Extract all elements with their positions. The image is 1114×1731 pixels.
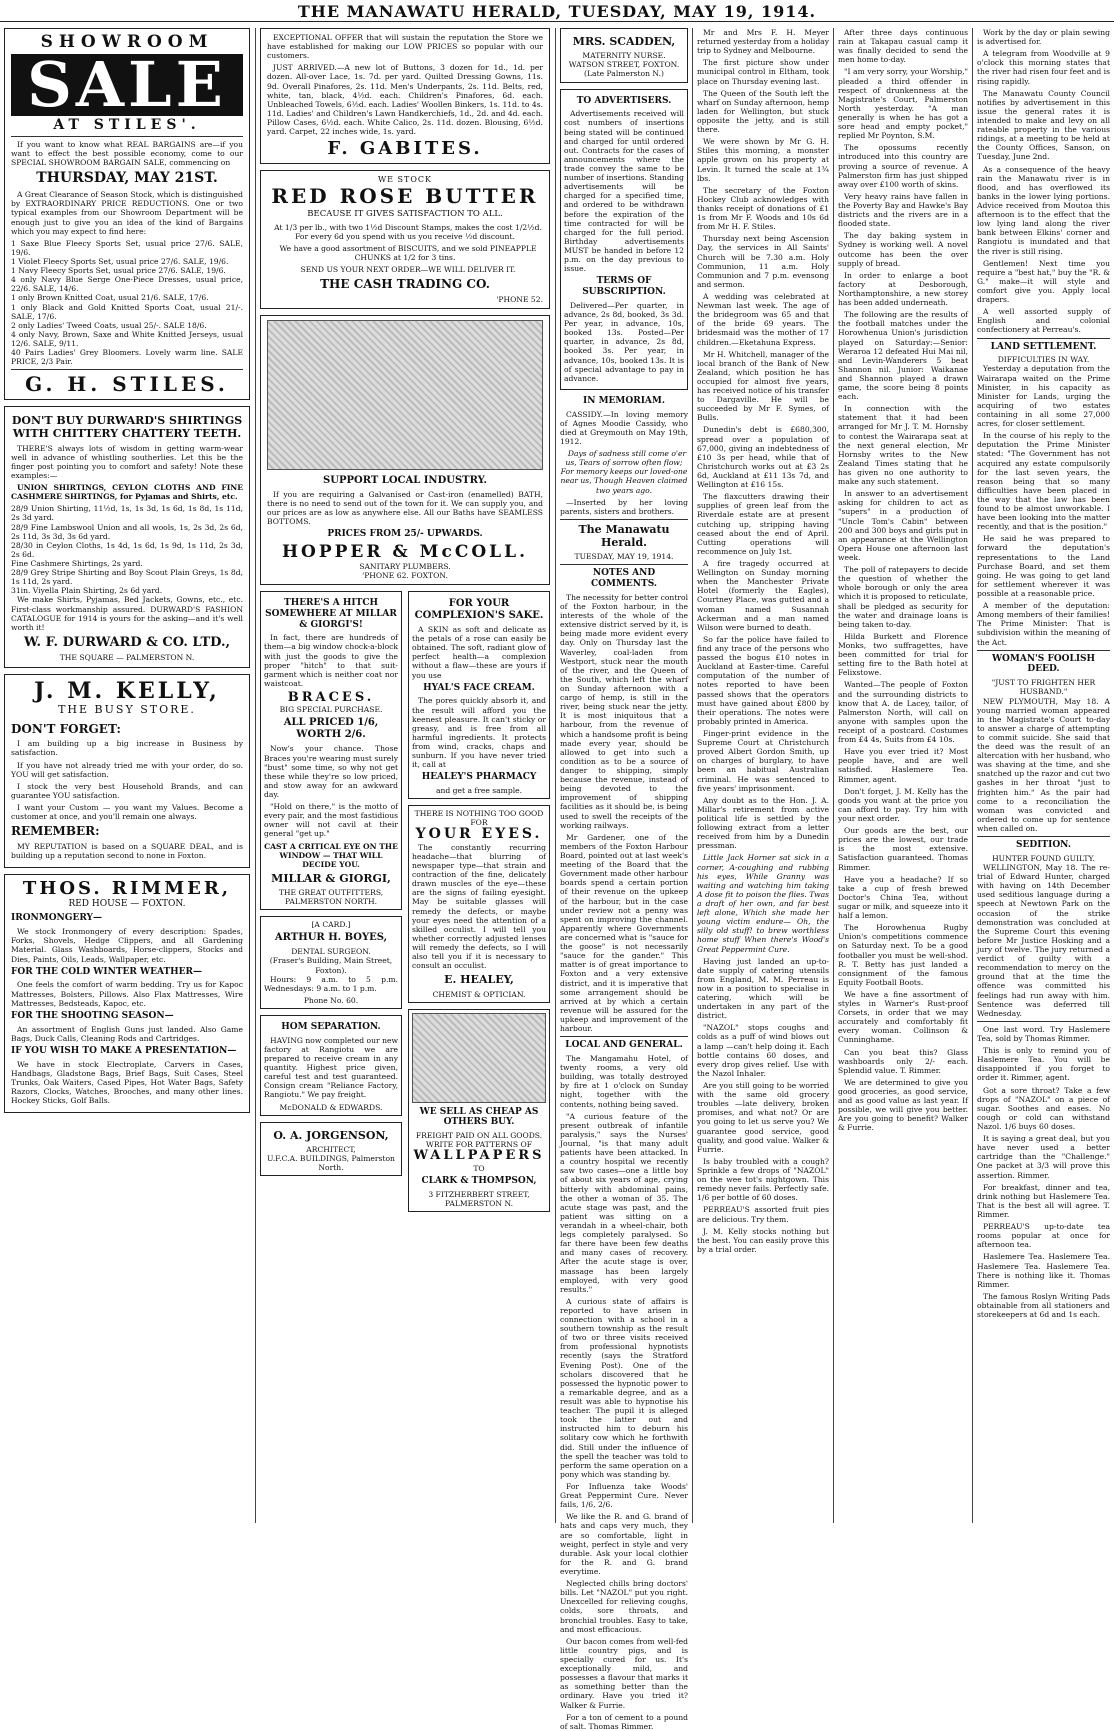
hopper-advert	[260, 315, 550, 585]
your-eyes-heading: YOUR EYES.	[415, 826, 543, 843]
millar-name: MILLAR & GIORGI,	[271, 871, 391, 885]
showroom-heading: SHOWROOM	[40, 32, 214, 52]
womans-subheading: "JUST TO FRIGHTEN HER HUSBAND."	[991, 678, 1096, 697]
cash-trading-advert	[260, 170, 550, 309]
healeys-pharmacy: HEALEY'S PHARMACY	[421, 772, 537, 783]
article-paragraph: Mr H. Whitchell, manager of the local branch of the Bank of New Zealand, which position he has occupied for almost five years, has received notice of his transfer to Dargaville. He will be succeeded by Mr F. Symes, of Bulls.	[697, 349, 829, 423]
article-paragraph: Have you a headache? If so take a cup of fresh brewed Doctor's China Tea, without sugar or milk, and squeeze into it half a lemon.	[838, 874, 968, 921]
article-paragraph: Our bacon comes from well-fed little country pigs, and is specially cured for us. It's exceptionally mild, and possesses a flavour that marks it as something better than the ordinary. Have you tried it? Walker & Furrie.	[560, 1636, 688, 1710]
watson-street: WATSON STREET, FOXTON.	[568, 60, 680, 70]
cartoon-illustration	[412, 1013, 546, 1103]
list-item: 1 Navy Fleecy Sports Set, usual price 27/6. SALE, 19/6.	[11, 266, 226, 276]
column-rule	[692, 28, 693, 1523]
article-paragraph: "I am very sorry, your Worship," pleaded a third offender in respect of drunkenness at the Magistrate's Court, Palmerston North yesterday. "A man generally is when he has got a sore head and empty pocket," replied Mr Poynton, S.M.	[838, 67, 968, 141]
article-paragraph: We have a fine assortment of styles in Warner's Rust-proof Corsets, in order that we may accurately and comfortably fit every woman. Collinson & Cunninghame.	[838, 989, 968, 1045]
jorgenson-advert	[260, 1122, 402, 1177]
at-stiles-heading: AT STILES'.	[53, 116, 201, 133]
memoriam-verse: Days of sadness still come o'er us, Tears of sorrow often flow; For memory keeps our loved-one near us, Though Heaven claimed two years ago.	[560, 449, 688, 495]
rimmer-section-heading: IRONMONGERY—	[11, 913, 102, 924]
gabites-advert	[260, 28, 550, 164]
article-paragraph: Having just landed an up-to-date supply of catering utensils from England, M. M. Perreau is now in a position to specialise in catering, which will be undertaken in any part of the district.	[697, 956, 829, 1021]
article-paragraph: As a consequence of the heavy rain the Manawatu river is in flood, and has overflowed its banks in the lower lying portions. Advice received from Moutoa this afternoon is to the effect that the low lying land along the river bank between Elkins' corner and Rangiotu is inundated and that the river is still rising.	[977, 164, 1110, 256]
list-item: 4 only Navy, Brown, Saxe and White Knitted Jerseys, usual 12/6. SALE, 9/11.	[11, 329, 243, 348]
article-paragraph: Our goods are the best, our prices are the lowest, our trade is the most extensive. Satisfaction guaranteed. Thomas Rimmer.	[838, 826, 968, 872]
article-paragraph: Gentlemen! Next time you require a "best hat," buy the "R. & G." make—it will style and comfort give you. Apply local drapers.	[977, 258, 1110, 305]
durward-footer: We make Shirts, Pyjamas, Bed Jackets, Gowns, etc., etc. First-class workmanship assured. DURWARD'S FASHION CATALOGUE for 1914 is yours for the asking—and it's well worth it!	[11, 595, 243, 632]
clark-name: CLARK & THOMPSON,	[421, 1175, 537, 1186]
article-paragraph: Finger-print evidence in the Supreme Court at Christchurch proved Albert Gordon Smith, up on charges of burglary, to have been an habitual Australian criminal. He was sentenced to five years' imprisonment.	[697, 728, 829, 793]
divider	[977, 338, 1110, 339]
hopper-name: HOPPER & McCOLL.	[281, 542, 529, 563]
butter-price: At 1/3 per lb., with two 1½d Discount Stamps, makes the cost 1/2½d. For every 6d you spend with us you receive ½d discount.	[274, 222, 542, 241]
sale-item-list	[11, 239, 243, 367]
column-rule	[972, 28, 973, 1523]
article-paragraph: Don't forget, J. M. Kelly has the goods you want at the price you can afford to pay. Try him with your next order.	[838, 786, 968, 823]
article-paragraph: The first picture show under municipal control in Eltham, took place on Thursday evening last.	[697, 58, 829, 86]
article-paragraph: For a ton of cement to a pound of salt. Thomas Rimmer.	[560, 1712, 688, 1731]
rimmer-section-text: We stock Ironmongery of every description: Spades, Forks, Shovels, Hedge Clippers, and all Gardening Material. Glass Washboards, Horse-clippers, Stocks and Dies, Paints, Oils, Leads, Wallpaper, etc.	[11, 927, 243, 964]
healey-eyes-advert	[408, 805, 550, 1002]
article-paragraph: It is saying a great deal, but you have never used a better cartridge than the "Challenge." One packet at 3/3 will prove this assertion. Rimmer.	[977, 1134, 1110, 1180]
rimmer-section-text: We have in stock Electroplate, Carvers in Cases, Handbags, Gladstone Bags, Brief Bags, Suit Cases, Steel Trunks, Oak Waiters, Cased Pipes, Hot Water Bags, Safety Razors, Clocks, Watches, Brooches, and many other lines. Hockey Sticks, Golf Balls.	[11, 1059, 243, 1105]
cash-trading-name: THE CASH TRADING CO.	[320, 277, 490, 292]
article-paragraph: Very heavy rains have fallen in the Poverty Bay and Hawke's Bay districts and the rivers are in a flooded state.	[838, 191, 968, 229]
memoriam-inserted: —Inserted by her loving parents, sisters and brothers.	[560, 497, 688, 516]
article-paragraph: This is only to remind you of Haslemere Tea. You will be disappointed if you forget to order it. Rimmer, agent.	[977, 1046, 1110, 1083]
millar-advert	[260, 591, 402, 910]
braces-heading: BRACES.	[287, 690, 375, 706]
send-order: SEND US YOUR NEXT ORDER—WE WILL DELIVER IT.	[300, 265, 516, 275]
write-for: WRITE FOR PATTERNS OF	[426, 1140, 532, 1150]
outfitters: THE GREAT OUTFITTERS,	[278, 888, 384, 898]
braces-text: Now's your chance. Those Braces you're wearing must surely "bust" some time, so why not get these while they're so low priced, and stow away for an awkward day.	[264, 744, 399, 799]
kelly-subheading: THE BUSY STORE.	[58, 702, 196, 716]
durward-address: THE SQUARE — PALMERSTON N.	[59, 653, 195, 663]
terms-heading: TERMS OF SUBSCRIPTION.	[582, 276, 666, 298]
hopper-phone: 'PHONE 62. FOXTON.	[362, 570, 448, 580]
article-paragraph: We like the R. and G. brand of hats and caps very much, they are so comfortable, light in weight, perfect in style and very durable. Ask your local clothier for the R. and G. brand everytime.	[560, 1512, 688, 1576]
phone-60: Phone No. 60.	[303, 995, 359, 1005]
article-paragraph: Thursday next being Ascension Day, the services in All Saints' Church will be 7.30 a.m. Holy Communion, 11 a.m. Holy Communion and 7 p.m. evensong and sermon.	[697, 234, 829, 289]
two-column-ads	[260, 591, 550, 1218]
divider	[11, 136, 243, 137]
land-subheading: DIFFICULTIES IN WAY.	[997, 355, 1090, 365]
support-heading: SUPPORT LOCAL INDUSTRY.	[323, 474, 487, 486]
article-paragraph: The day baking system in Sydney is working well. A novel outcome has been the over supply of bread.	[838, 231, 968, 268]
herald-title: The Manawatu Herald.	[578, 522, 670, 550]
mcdonald-name: McDONALD & EDWARDS.	[279, 1102, 383, 1112]
article-paragraph: Neglected chills bring doctors' bills. Let "NAZOL" put you right. Unexcelled for relieving coughs, colds, sore throats, and bronchial troubles. Easy to take, and most efficacious.	[560, 1579, 688, 1634]
remember-heading: REMEMBER:	[11, 824, 100, 839]
list-item: 1 Violet Fleecy Sports Set, usual price 27/6. SALE, 19/6.	[11, 256, 229, 266]
sell-cheap: WE SELL AS CHEAP AS OTHERS BUY.	[419, 1106, 539, 1128]
in-memoriam-heading: IN MEMORIAM.	[583, 395, 665, 406]
jorgenson-name: O. A. JORGENSON,	[273, 1128, 389, 1142]
article-paragraph: Any doubt as to the Hon. J. A. Millar's retirement from active political life is settled by the following extract from a letter received from him by a Dunedin pressman.	[697, 795, 829, 851]
durward-name: W. F. DURWARD & CO. LTD.,	[23, 634, 231, 650]
separation-advert	[260, 1015, 402, 1116]
article-paragraph: The following are the results of the football matches under the Horowhenua Union's jurisdiction played on Saturday:—Senior: Weraroa 12 defeated Hui Mai nil, and Levin-Wanderers 5 beat Shannon nil. Junior: Waikanae and Shannon played a drawn game, the score being 8 points each.	[838, 310, 968, 402]
masthead: THE MANAWATU HERALD, TUESDAY, MAY 19, 1914.	[0, 0, 1114, 22]
column-rule	[555, 28, 556, 1523]
article-paragraph: Work by the day or plain sewing is advertised for.	[977, 28, 1110, 47]
article-paragraph: A member of the deputation: Among members of their families! The Prime Minister: That is subdivision within the meaning of the Act.	[977, 601, 1110, 647]
clark-advert	[408, 1009, 550, 1212]
herald-date: TUESDAY, MAY 19, 1914.	[574, 552, 674, 562]
free-sample: and get a free sample.	[435, 786, 523, 796]
divider	[560, 519, 688, 520]
jorgenson-address: U.F.C.A. BUILDINGS, Palmerston North.	[267, 1153, 395, 1173]
hyal-cream: HYAL'S FACE CREAM.	[423, 682, 535, 693]
terms-text: Delivered—Per quarter, in advance, 2s 8d, booked, 3s 3d. Per year, in advance, 10s, booked 13s. Posted—Per quarter, in advance, 2s 8d, booked 3s. Per year, in advance, 10s, booked 13s. It is of special advantage to pay in advance.	[564, 300, 684, 383]
article-paragraph: The Mangamahu Hotel, of twenty rooms, a very old building, was totally destroyed by fire at 1 o'clock on Sunday night, together with the contents, nothing being saved.	[560, 1053, 688, 1109]
complexion-heading: FOR YOUR COMPLEXION'S SAKE.	[414, 597, 544, 621]
remember-text: MY REPUTATION is based on a SQUARE DEAL, and is building up a reputation second to none in Foxton.	[11, 841, 243, 860]
hitch-text: In fact, there are hundreds of them—a big window chock-a-block with just the goods to give the proper "hitch" to that suit-garment which is neither coat nor waistcoat.	[264, 633, 398, 688]
rimmer-section-text: An assortment of English Guns just landed. Also Game Bags, Duck Calls, Cleaning Rods and Cartridges.	[11, 1024, 243, 1043]
article-paragraph: In order to enlarge a boot factory at Desborough, Northamptonshire, a new storey has been added underneath.	[838, 270, 968, 308]
healey-name: E. HEALEY,	[444, 973, 514, 987]
we-stock: WE STOCK	[377, 175, 433, 184]
list-item: 31in. Viyella Plain Shirting, 2s 6d yard.	[11, 586, 163, 596]
list-item: 2 only Ladies' Tweed Coats, usual 25/-. SALE 18/6.	[11, 320, 207, 330]
article-paragraph: Little Jack Horner sat sick in a corner, A-coughing and rubbing his eyes, While Granny was waiting and watching him taking A dose fit to poison the flies. Twas a draft of her own, and far best left alone, Which she made her young victim endure— Oh, the silly old stuff! to brew worthless home stuff When there's Wood's Great Peppermint Cure.	[697, 853, 829, 954]
kelly-line: I am building up a big increase in Business by satisfaction.	[11, 739, 243, 758]
article-paragraph: Can you beat this? Glass washboards only 2/- each. Splendid value. T. Rimmer.	[838, 1047, 968, 1075]
article-paragraph: In answer to an advertisement asking for children to act as "supers" in a production of "Uncle Tom's Cabin" between 200 and 300 boys and girls put in an appearance at the Wellington Opera House one afternoon last week.	[838, 489, 968, 563]
column-4	[697, 28, 829, 1523]
boyes-address: (Fraser's Building, Main Street, Foxton).	[269, 956, 393, 975]
prices-from: PRICES FROM 25/- UPWARDS.	[327, 529, 483, 540]
sale-banner: SALE	[11, 54, 243, 116]
article-paragraph: Yesterday a deputation from the Wairarapa waited on the Prime Minister, in his capacity as Minister for Lands, urging the acquiring of two estates containing in all some 27,000 acres, for closer settlement.	[977, 364, 1110, 429]
maternity-nurse: MATERNITY NURSE.	[582, 51, 666, 61]
durward-body: THERE'S always lots of wisdom in getting warm-wear well in advance of whistling southerlies. Let this be the finger post pointing you to comfort and safety! Note these examples:—	[11, 443, 243, 480]
scadden-advert	[560, 28, 688, 83]
sedition-subheading: HUNTER FOUND GUILTY.	[992, 853, 1095, 863]
biscuits-text: We have a good assortment of BISCUITS, and we sold PINEAPPLE CHUNKS at 1/2 for 3 tins.	[279, 244, 537, 263]
sanitary-plumbers: SANITARY PLUMBERS.	[359, 561, 451, 571]
hitch-heading: THERE'S A HITCH SOMEWHERE AT MILLAR & GIORGI'S!	[265, 597, 397, 630]
divider	[977, 836, 1110, 837]
sedition-heading: SEDITION.	[1016, 840, 1071, 851]
article-paragraph: PERREAU'S up-to-date tea rooms popular at once for afternoon tea.	[977, 1222, 1110, 1250]
article-paragraph: In connection with the statement that it had been arranged for Mr J. T. M. Hornsby to contest the Wairarapa seat at the next general election, Mr Hornsby writes to the New Zealand Times stating that he has given no one authority to make any such statement.	[838, 404, 968, 487]
divider	[977, 650, 1110, 651]
article-paragraph: The Queen of the South left the wharf on Sunday afternoon, hemp laden for Wellington, but stuck opposite the jetty, and is still there.	[697, 88, 829, 135]
hyal-text: The pores quickly absorb it, and the result will afford you the keenest pleasure. It can't sticky or greasy, and is free from all harmful ingredients. It protects from wind, cracks, chaps and sunburn. If you have never tried it, call at	[412, 696, 546, 770]
left-subcolumn	[260, 591, 402, 1218]
divider	[977, 1021, 1110, 1022]
article-paragraph: After three days continuous rain at Takapau casual camp it was finally decided to send the men home to-day.	[838, 28, 968, 65]
durward-advert	[4, 406, 250, 667]
list-item: 4 only Navy Blue Serge One-Piece Dresses, usual price, 22/6. SALE, 14/6.	[11, 275, 243, 294]
rimmer-section-text: One feels the comfort of warm bedding. Try us for Kapoc Mattresses, Bolsters, Pillows. Also Flax Mattresses, Wire Mattresses, Bedsteads, Kapoc, etc.	[11, 980, 243, 1008]
article-paragraph: Dunedin's debt is £680,300, spread over a population of 67,000, giving an indebtedness of £10 3s per head, while that of Christchurch works out at £3 2s 6d, Auckland at £11 13s 7d, and Wellington at £16 15s.	[697, 425, 829, 490]
article-paragraph: WELLINGTON, May 18. The re-trial of Edward Hunter, charged with having on 14th December used seditious language during a speech at Newtown Park on the occasion of the strike demonstration was concluded at the Supreme Court this evening before Mr Justice Hosking and a jury of twelve. The jury returned a verdict of guilty with a recommendation to mercy on the ground that at the time the offence was committed his feelings had run away with him. Sentence was deferred till Wednesday.	[977, 863, 1110, 1018]
article-paragraph: In the course of his reply to the deputation the Prime Minister stated: "The Government has not acquired any estate compulsorily for the last seven years, the reason being that so many difficulties have been placed in the way that the law has been found to be almost unworkable. I have been looking into the matter recently, and that is the position."	[977, 431, 1110, 532]
kelly-line: I want your Custom — you want my Values. Become a customer at once, and you'll remain one always.	[11, 802, 243, 822]
kelly-line: I stock the very best Household Brands, and can guarantee YOU satisfaction.	[11, 781, 243, 800]
list-item: Fine Cashmere Shirtings, 2s yard.	[11, 558, 143, 568]
article-paragraph: For Influenza take Woods' Great Peppermint Cure. Never fails, 1/6, 2/6.	[560, 1482, 688, 1510]
list-item: 28/9 Grey Stripe Shirting and Boy Scout Plain Greys, 1s 8d, 1s 11d, 2s yard.	[11, 568, 243, 587]
article-paragraph: A wedding was celebrated at Newman last week. The age of the bridegroom was 65 and that of the bride 69 years. The bridesmaid was the mother of 17 children.—Eketahuna Express.	[697, 291, 829, 347]
wallpapers-heading: WALLPAPERS	[413, 1148, 545, 1164]
architect: ARCHITECT,	[306, 1144, 356, 1154]
article-paragraph: The poll of ratepayers to decide the question of whether the whole borough or only the area which it is proposed to reticulate, shall be pledged as security for the water and drainage loans is being taken to-day.	[838, 565, 968, 629]
column-rule	[833, 28, 834, 1523]
support-text: If you are requiring a Galvanised or Cast-iron (enamelled) BATH, there is no need to send out of the town for it. We can supply you, and our prices are as low as anywhere else. All our Baths have SEAMLESS BOTTOMS.	[267, 489, 543, 527]
all-priced: ALL PRICED 1/6, WORTH 2/6.	[283, 717, 379, 741]
article-paragraph: Have you ever tried it? Most people have, and are well satisfied. Haslemere Tea. Rimmer, agent.	[838, 747, 968, 784]
article-paragraph: We were shown by Mr G. H. Stiles this morning, a monster apple grown on his property at Levin. It turned the scale at 1¾ lbs.	[697, 137, 829, 183]
column-rule	[255, 28, 256, 1523]
complexion-text: A SKIN as soft and delicate as the petals of a rose can easily be obtained. The soft, radiant glow of perfect health—a complexion without a flaw—these are yours if you use	[412, 624, 546, 680]
list-item: 1 Saxe Blue Fleecy Sports Set, usual price 27/6. SALE, 19/6.	[11, 238, 243, 257]
rimmer-name: THOS. RIMMER,	[22, 877, 232, 899]
nothing-too-good: THERE IS NOTHING TOO GOOD FOR	[414, 809, 544, 828]
hours: Hours: 9 a.m. to 5 p.m. Wednesdays: 9 a.m. to 1 p.m.	[264, 974, 398, 993]
dont-forget-heading: DON'T FORGET:	[11, 721, 121, 736]
boyes-name: ARTHUR H. BOYES,	[274, 932, 388, 944]
divider	[560, 1036, 688, 1037]
boyes-advert	[260, 916, 402, 1009]
rimmer-section-heading: FOR THE SHOOTING SEASON—	[11, 1010, 174, 1021]
memoriam-text: CASSIDY.—In loving memory of Agnes Moodie Cassidy, who died at Greymouth on May 19th, 1912.	[560, 409, 688, 446]
article-paragraph: The Manawatu County Council notifies by advertisement in this issue the general rates it is intended to make and levy on all rateable property in the various ridings, at a meeting to be held at the County Offices, Sanson, on Tuesday, June 2nd.	[977, 88, 1110, 162]
article-paragraph: Mr and Mrs F. H. Meyer returned yesterday from a holiday trip to Sydney and Melbourne.	[697, 28, 829, 56]
article-paragraph: Haslemere Tea. Haslemere Tea. Haslemere Tea. Haslemere Tea. There is nothing like it. Thomas Rimmer.	[977, 1252, 1110, 1289]
butter-subheading: BECAUSE IT GIVES SATISFACTION TO ALL.	[307, 208, 503, 219]
to-label: TO	[473, 1163, 485, 1173]
article-paragraph: The flaxcutters drawing their supplies of green leaf from the Riverdale estate are at present cutching up, stripping having ceased about the end of April. Cutting operations will recommence on July 1st.	[697, 492, 829, 556]
rimmer-advert	[4, 874, 250, 1113]
article-paragraph: We are determined to give you good groceries, as good service, and as good value as last year. If possible, we will give you better. Are you going to benefit? Walker & Furrie.	[838, 1077, 968, 1133]
article-paragraph: PERREAU'S assorted fruit pies are delicious. Try them.	[697, 1205, 829, 1224]
article-paragraph: The opossums recently introduced into this country are proving a source of revenue. A Palmerston firm has just shipped away over £100 worth of skins.	[838, 143, 968, 189]
durward-heading: DON'T BUY DURWARD'S SHIRTINGS WITH CHITTERY CHATTERY TEETH.	[11, 414, 243, 441]
article-paragraph: The secretary of the Foxton Hockey Club acknowledges with thanks receipt of donations of £1 1s from Mr F. Woods and 10s 6d from Mr H. F. Stiles.	[697, 185, 829, 232]
exceptional-offer: EXCEPTIONAL OFFER that will sustain the reputation the Store we have established for making our LOW PRICES so popular with our customers.	[267, 33, 543, 61]
hom-text: HAVING now completed our new factory at Rangiotu we are prepared to receive cream in any quantity. Highest price given, careful test and test guaranteed. Consign cream "Reliance Factory, Rangiotu." We pay freight.	[264, 1035, 398, 1100]
list-item: 28/30 in Ceylon Cloths, 1s 4d, 1s 6d, 1s 9d, 1s 11d, 2s 3d, 2s 6d.	[11, 540, 243, 559]
divider	[11, 369, 243, 370]
bath-illustration	[267, 320, 543, 470]
article-paragraph: "A curious feature of the present outbreak of infantile paralysis," says the Nurses' Journal, "is that many adult patients have been attacked. In a country hospital we recently saw two cases—one a little boy of about six years of age, crying bitterly with abdominal pains, the other a woman of 35. The acute stage was past, and the patient was sitting on a verandah in a wheel-chair, both legs completely paralysed. So far there have been few deaths and many cases of recovery. After the acute stage is over, massage has been largely employed, with very good results."	[560, 1111, 688, 1294]
womans-heading: WOMAN'S FOOLISH DEED.	[991, 653, 1096, 675]
notes-heading: NOTES AND COMMENTS.	[590, 568, 658, 590]
hom-heading: HOM SEPARATION.	[281, 1022, 381, 1033]
durward-subheading: UNION SHIRTINGS, CEYLON CLOTHS AND FINE CASHMERE SHIRTINGS, for Pyjamas and Shirts, etc.	[11, 483, 243, 502]
a-card: [A CARD.]	[311, 920, 351, 930]
advertisers-text: Advertisements received will cost numbers of insertions being stated will be continued and charged for until ordered out. Contracts for the cases of announcements where the trade convey the same to be number of insertions. Standing advertisements will be charged for a specified time, and ordered to be withdrawn before the expiration of the time contracted for will be charged for the full period. Birthday advertisements MUST be handed in before 12 p.m. on the day previous to issue.	[564, 109, 684, 274]
complexion-advert	[408, 591, 550, 799]
chemist-optician: CHEMIST & OPTICIAN.	[432, 989, 526, 999]
column-1	[4, 28, 250, 1523]
cast-eye: CAST A CRITICAL EYE ON THE WINDOW — THAT WILL DECIDE YOU.	[264, 841, 398, 869]
column-3	[560, 28, 688, 1731]
article-paragraph: Is baby troubled with a cough? Sprinkle a few drops of "NAZOL" on the wee tot's nightgown. This remedy never fails. Perfectly safe. 1/6 per bottle of 60 doses.	[697, 1156, 829, 1203]
hold-on-text: "Hold on there," is the motto of every pair, and the most fastidious owner will not cavil at their general "get up."	[264, 802, 398, 839]
late-palmerston: (Late Palmerston N.)	[584, 69, 664, 79]
article-paragraph: Are you still going to be worried with the same old grocery troubles —late delivery, broken promises, and what not? Or are you going to let us serve you? We guarantee good service, good quality, and good value. Walker & Furrie.	[697, 1081, 829, 1154]
list-item: 28/9 Union Shirting, 11½d, 1s, 1s 3d, 1s 6d, 1s 8d, 1s 11d, 2s 3d yard.	[11, 504, 243, 523]
list-item: 1 only Black and Gold Knitted Sports Coat, usual 21/-. SALE, 17/6.	[11, 302, 243, 321]
freight-paid: FREIGHT PAID ON ALL GOODS.	[415, 1131, 543, 1141]
kelly-line: If you have not already tried me with your order, do so. YOU will get satisfaction.	[11, 760, 243, 779]
butter-heading: RED ROSE BUTTER	[271, 183, 539, 208]
stiles-name: G. H. STILES.	[25, 372, 229, 397]
column-6	[977, 28, 1110, 1523]
article-paragraph: "NAZOL" stops coughs and colds as a puff of wind blows out a lamp —can't help doing it. Each bottle contains 60 doses, and every drop gives relief. Use with the Nazol Inhaler.	[697, 1023, 829, 1078]
article-paragraph: One last word. Try Haslemere Tea, sold by Thomas Rimmer.	[977, 1024, 1110, 1044]
big-special: BIG SPECIAL PURCHASE.	[279, 705, 383, 715]
rimmer-subheading: RED HOUSE — FOXTON.	[68, 898, 186, 909]
gabites-name: F. GABITES.	[327, 138, 483, 160]
article-paragraph: J. M. Kelly stocks nothing but the best. You can easily prove this by a trial order.	[697, 1226, 829, 1254]
rimmer-section-heading: FOR THE COLD WINTER WEATHER—	[11, 966, 203, 977]
list-item: 1 only Brown Knitted Coat, usual 21/6. SALE, 17/6.	[11, 293, 209, 303]
article-paragraph: A well assorted supply of English and colonial confectionery at Perreau's.	[977, 307, 1110, 335]
article-paragraph: Hilda Burkett and Florence Monks, two suffragettes, have been committed for trial for setting fire to the Bath hotel at Felixstowe.	[838, 631, 968, 678]
to-advertisers-heading: TO ADVERTISERS.	[576, 95, 672, 106]
eyes-text: The constantly recurring headache—that blurring of newspaper type—that strain and contraction of the fine, delicately drawn muscles of the eye—these are the signs of failing eyesight. May be suitable glasses will remedy the defects, or maybe your eyes need the attention of a skilled occulist. I will tell you whether correctly adjusted lenses will remedy the defects, so I will also tell you if it is necessary to consult an occulist.	[412, 842, 546, 971]
kelly-advert	[4, 674, 250, 868]
kelly-name: J. M. KELLY,	[34, 677, 220, 704]
clark-address: 3 FITZHERBERT STREET, PALMERSTON N.	[428, 1189, 530, 1208]
scadden-name: MRS. SCADDEN,	[572, 35, 676, 48]
list-item: 28/9 Fine Lambswool Union and all wools, 1s, 2s 3d, 2s 6d, 2s 11d, 3s 3d, 3s 6d yard.	[11, 522, 243, 541]
intro-text: If you want to know what REAL BARGAINS are—if you want to effect the best possible economy, come to our SPECIAL SHOWROOM BARGAIN SALE, commencing on	[11, 140, 243, 168]
list-item: 40 Pairs Ladies' Grey Bloomers. Lovely warm line. SALE PRICE, 2/3 Pair.	[11, 348, 243, 367]
local-heading: LOCAL AND GENERAL.	[565, 1040, 683, 1051]
cash-trading-phone: 'PHONE 52.	[496, 294, 543, 304]
stiles-advert	[4, 28, 250, 400]
rimmer-section-heading: IF YOU WISH TO MAKE A PRESENTATION—	[11, 1045, 237, 1056]
millar-address: PALMERSTON NORTH.	[284, 897, 378, 907]
sale-date: THURSDAY, MAY 21ST.	[36, 170, 218, 187]
right-subcolumn	[408, 591, 550, 1218]
divider	[560, 564, 688, 565]
article-paragraph: NEW PLYMOUTH, May 18. A young married woman appeared in the Magistrate's Court to-day to answer a charge of attempting to commit suicide. She said that the deed was the result of an altercation with her husband, who was shaving at the time, and she snatched up the razor and cut two gashes in her throat "just to frighten him." As the pair had come to a reconciliation the woman was convicted and ordered to come up for sentence when called on.	[977, 696, 1110, 834]
column-5	[838, 28, 968, 1523]
article-paragraph: The famous Roslyn Writing Pads obtainable from all stationers and storekeepers at 6d and 1s each.	[977, 1291, 1110, 1320]
article-paragraph: A curious state of affairs is reported to have arisen in connection with a school in a southern township as the result of two or three visits received from professional hypnotists recently (says the Stratford Evening Post). One of the scholars discovered that he possessed the hypnotic power to a remarkable degree, and as a result was able to hypnotise his teacher. The pupil it is alleged took the latter out and instructed him to deburn his solitary cow which he forthwith did. Still under the influence of the spell the teacher was told to perform the same operation on a pony which was standing by.	[560, 1296, 688, 1479]
article-paragraph: He said he was prepared to forward the deputation's representations to the Land Purchase Board, and set them going. He was going to get land for settlement wherever it was possible at a reasonable price.	[977, 534, 1110, 599]
dental-surgeon: DENTAL SURGEON.	[291, 947, 371, 957]
article-paragraph: The Horowhenua Rugby Union's competitions commence on Saturday next. To be a good footballer you must be well-shod. R. T. Betty has just landed a consignment of the famous Equity Football Boots.	[838, 923, 968, 987]
article-paragraph: So far the police have failed to find any trace of the persons who passed the bogus £10 notes in Auckland at Easter-time. Careful computation of the number of notes reported to have been passed shows that the operators must have gained about £800 by their operations. The notes were probably printed in America.	[697, 634, 829, 726]
article-paragraph: Got a sore throat? Take a few drops of "NAZOL" on a piece of sugar. Soothes and eases. No cough or cold can withstand Nazol. 1/6 buys 60 doses.	[977, 1085, 1110, 1131]
just-arrived: JUST ARRIVED.—A new lot of Buttons, 3 dozen for 1d., 1d. per dozen. All-over Lace, 1s. 7d. per yard. Quilted Dressing Gowns, 11s. 9d. Overall Pinafores, 2s. 11d. Men's Underpants, 2s. 11d. Belts, red, white, tan, black, 4½d. each. Children's Pinafores, 6d. each. Unbleached Towels, 6½d. each. Ladies' Woollen Binkers, 1s. 11d. to 4s. 11d. Ladies' and Children's Lawn Handkerchiefs, 1d., 2d. and 4d. each. Pillow Cases, 6½d. each. White Calico, 2s. 11d. dozen. Blousing, 6½d. yard. Carpet, 22 inches wide, 1s. yard.	[267, 63, 543, 137]
article-paragraph: Mr Gardener, one of the members of the Foxton Harbour Board, pointed out at last week's meeting of the Board that the Government made other harbour boards spend a certain portion of their revenue on the upkeep of the harbour, but in the case under review not a penny was spent on improving the channel. Apparently where Governments are concerned what is "sauce for the goose" is not necessarily "sauce for the gander." This matter is of great importance to Foxton and a very extensive district, and it is imperative that some arrangement should be arrived at by which a certain revenue will be assured for the upkeep and improvement of the harbour.	[560, 832, 688, 1034]
advertisers-notice	[560, 89, 688, 390]
clearance-text: A Great Clearance of Season Stock, which is distinguished by EXTRAORDINARY PRICE REDUCTIONS. One or two typical examples from our Showroom Department will be enough just to give you an idea of the kind of Bargains which you may expect to find here:	[11, 190, 243, 236]
column-2	[260, 28, 550, 1523]
article-paragraph: A telegram from Woodville at 9 o'clock this morning states that the river had risen four feet and is rising rapidly.	[977, 49, 1110, 86]
article-paragraph: A fire tragedy occurred at Wellington on Sunday morning when the Manchester Private Hotel (formerly the Eagles), Courtney Place, was gutted and a woman named Susannah Ackerman and a man named Wilson were burned to death.	[697, 559, 829, 632]
article-paragraph: For breakfast, dinner and tea, drink nothing but Haslemere Tea. That is the best all will agree. T. Rimmer.	[977, 1182, 1110, 1219]
article-paragraph: The necessity for better control of the Foxton harbour, in the interests of the whole of the extensive district served by it, is being made more evident every day. Only on Thursday last the Waverley, coal-laden from Westport, stuck near the mouth of the river, and the Queen of the South, which left the wharf on Sunday afternoon with a cargo of hemp, is still in the river, being stuck near the jetty. It is most iniquitous that a harbour, from the revenue of which a handsome profit is being made every year, should be allowed to get into such a condition as to be a source of danger to shipping, simply because the revenue, instead of being devoted to the improvement of shipping facilities as it should be, is being used to swell the receipts of the working railways.	[560, 592, 688, 830]
article-paragraph: Wanted—The people of Foxton and the surrounding districts to know that A. de Lacey, tailor, of Palmerston North, will call on anyone with samples upon the receipt of a postcard. Costumes from £4 4s, Suits from £4 10s.	[838, 680, 968, 745]
land-heading: LAND SETTLEMENT.	[990, 341, 1097, 352]
